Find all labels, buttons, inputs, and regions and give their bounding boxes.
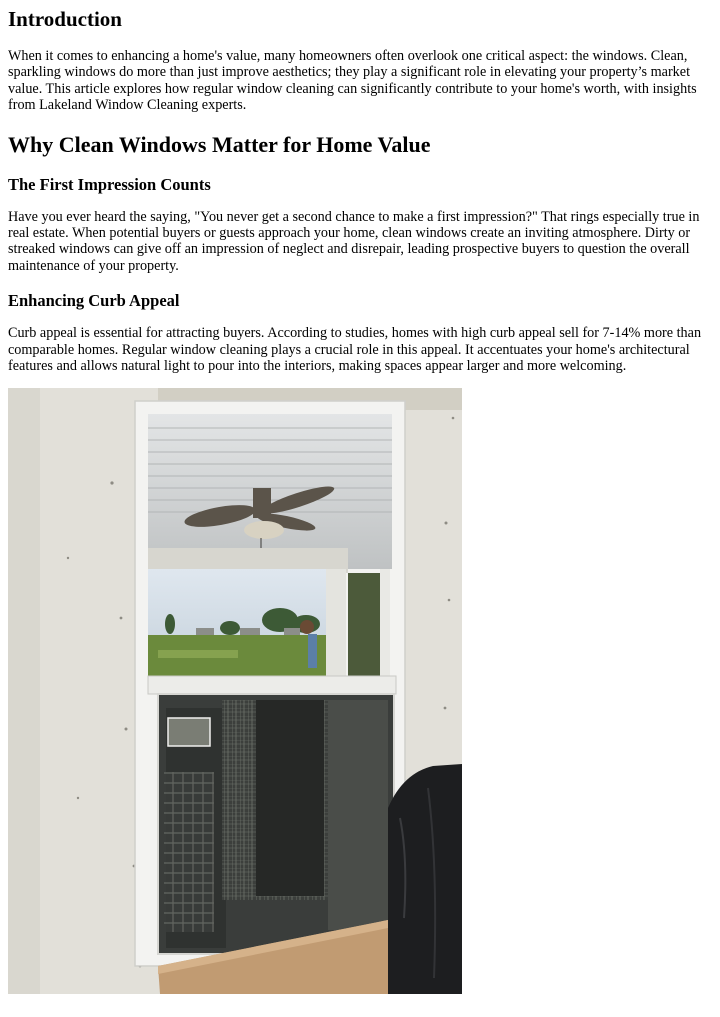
- curb-appeal-paragraph: Curb appeal is essential for attracting buyers. According to studies, homes with high curb appeal sell for 7-14% more than comparable homes. Regular window cleaning plays a crucial role in this appeal. It accentuates your home's architectural features and allows natural light to pour into the interiors, making spaces appear larger and more welcoming.: [8, 325, 702, 375]
- first-impression-heading: The First Impression Counts: [8, 174, 211, 194]
- intro-heading: Introduction: [8, 7, 122, 31]
- window-photo: [8, 388, 462, 994]
- curb-appeal-heading: Enhancing Curb Appeal: [8, 291, 180, 311]
- intro-paragraph: When it comes to enhancing a home's value, many homeowners often overlook one critical aspect: the windows. Clean, sparkling windows do more than just improve aesthetics; they play a significant role in elevating your property’s market value. This article explores how regular window cleaning can significantly contribute to your home's worth, with insights from Lakeland Window Cleaning experts.: [8, 48, 697, 114]
- section-heading: Why Clean Windows Matter for Home Value: [8, 131, 431, 157]
- first-impression-paragraph: Have you ever heard the saying, "You never get a second chance to make a first impression?" That rings especially true in real estate. When potential buyers or guests approach your home, clean windows create an inviting atmosphere. Dirty or streaked windows can give off an impression of neglect and disrepair, leading prospective buyers to question the overall maintenance of your property.: [8, 208, 700, 274]
